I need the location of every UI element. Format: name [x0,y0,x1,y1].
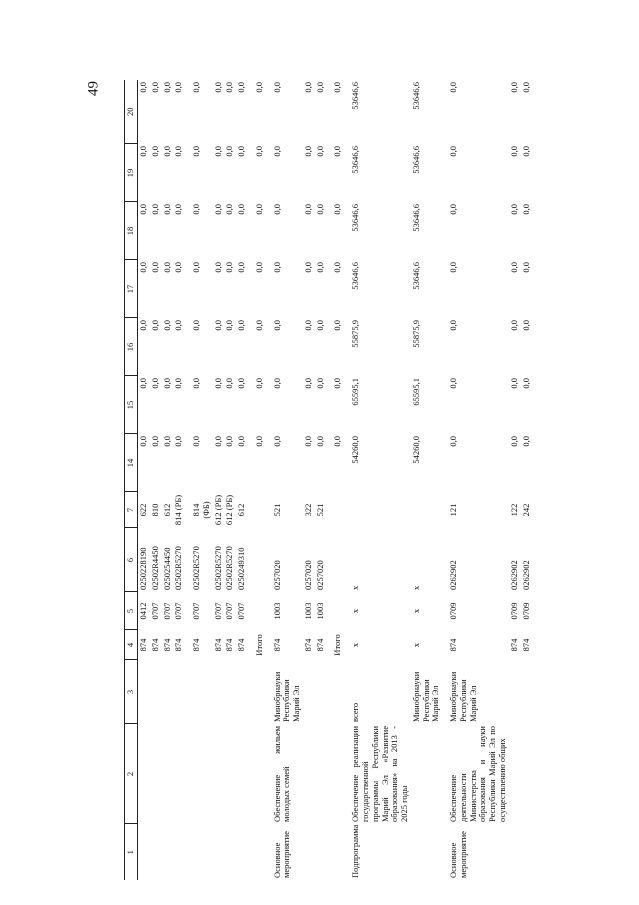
table-cell-c4: х [410,642,421,648]
table-cell-c18: 53646,6 [350,204,361,232]
table-cell-c16: 0,0 [224,320,235,331]
table-cell-c15: 0,0 [236,378,247,389]
col-header: 6 [125,528,138,592]
table-cell-c1 [138,824,150,880]
col-header: 4 [125,630,138,660]
table-cell-c1 [150,824,162,880]
table-row [521,80,533,880]
table-row [315,80,327,880]
table-cell-c1 [236,824,248,880]
table-row [236,80,248,880]
rotated-table-container [124,80,600,880]
col-header: 16 [125,318,138,376]
col-header: 3 [125,660,138,724]
table-cell-c4: 874 [212,638,223,652]
table-cell-c19: 0,0 [212,146,223,157]
table-cell-c4: 874 [138,638,148,652]
table-cell-c1: Основное мероприятие [271,831,292,878]
table-cell-c3 [236,660,248,724]
table-cell-c15: 0,0 [138,378,148,389]
table-cell-c4: 874 [271,638,282,652]
table-cell-c19: 0,0 [138,146,148,157]
table-cell-c6: 0250228190 [138,547,148,590]
table-cell-c14: 0,0 [224,436,235,447]
table-cell-c3 [332,660,344,724]
table-cell-c7 [350,492,411,528]
table-cell-c6: х [350,585,361,590]
table-cell-c18: 0,0 [271,204,282,215]
table-cell-c2 [411,724,442,824]
table-cell-c16: 0,0 [236,320,247,331]
table-cell-c19: 53646,6 [350,146,361,174]
table-row [162,80,174,880]
table-cell-c15: 0,0 [520,378,531,389]
table-cell-c19: 0,0 [149,146,160,157]
table-cell-c19: 0,0 [161,146,172,157]
table-cell-c1 [173,824,185,880]
table-cell-c7: 521 [314,503,325,517]
table-row [272,80,303,880]
table-cell-c20: 0,0 [212,82,223,93]
table-cell-c18: 0,0 [236,204,247,215]
table-cell-c3 [173,660,185,724]
budget-table [124,80,532,880]
table-cell-c14: 0,0 [271,436,282,447]
table-cell-c3 [224,660,236,724]
table-cell-c3 [150,660,162,724]
table-cell-c20: 0,0 [520,82,531,93]
table-cell-c5: 0709 [448,602,459,620]
table-cell-c16: 0,0 [448,320,459,331]
table-cell-c2 [303,724,315,824]
table-cell-c14: 0,0 [302,436,313,447]
table-cell-c4: 874 [173,638,184,652]
table-cell-c17: 0,0 [173,262,184,273]
table-cell-c14: 0,0 [253,436,264,447]
table-cell-c2: Обеспечение деятельности Министерства образования и науки Республики Марий Эл по осуществлению общих [448,726,507,822]
table-cell-c15: 0,0 [224,378,235,389]
table-cell-c6: 02502R5270 [212,546,223,590]
table-row [173,80,185,880]
table-cell-c4: 874 [520,638,531,652]
table-cell-c2 [521,724,533,824]
table-cell-c6: 0257020 [314,560,325,590]
table-cell-c5 [254,592,266,630]
table-cell-c18: 0,0 [448,204,459,215]
table-cell-c17: 0,0 [508,262,519,273]
table-cell-c17: 0,0 [138,262,148,273]
table-cell-c14: 0,0 [508,436,519,447]
table-cell-c17: 0,0 [191,262,202,273]
table-cell-c6: 02502R5270 [191,546,202,590]
table-cell-c14: 0,0 [173,436,184,447]
table-cell-c7: 612 (РБ) [212,494,223,526]
table-cell-c3 [315,660,327,724]
table-row [191,80,213,880]
table-cell-c4: 874 [149,638,160,652]
table-row [138,80,150,880]
table-cell-c7: 612 [161,503,172,517]
table-cell-c3 [254,660,266,724]
table-cell-c1 [213,824,225,880]
col-header: 2 [125,724,138,824]
col-header: 19 [125,144,138,202]
table-cell-c18: 0,0 [191,204,202,215]
table-cell-c20: 0,0 [138,82,148,93]
table-row [350,80,411,880]
table-cell-c6: 0257020 [271,560,282,590]
table-cell-c2 [191,724,213,824]
table-cell-c4: 874 [224,638,235,652]
table-cell-c1 [411,824,442,880]
table-cell-c20: 0,0 [236,82,247,93]
table-cell-c2: Обеспечение реализации государственной программы Республики Марий Эл «Развитие образования» на 2013 - 2025 годы [350,726,410,822]
table-cell-c14: 54260,0 [410,436,421,464]
table-cell-c4: 874 [302,638,313,652]
table-cell-c16: 0,0 [314,320,325,331]
table-cell-c5: 0412 [138,602,148,620]
table-cell-c20: 0,0 [173,82,184,93]
table-cell-c15: 0,0 [332,378,343,389]
table-cell-c2 [315,724,327,824]
table-cell-c18: 0,0 [314,204,325,215]
table-cell-c15: 0,0 [173,378,184,389]
table-cell-c6: 02502R5270 [173,546,184,590]
table-cell-c4: 874 [448,638,459,652]
table-cell-c19: 0,0 [271,146,282,157]
table-cell-c18: 0,0 [520,204,531,215]
table-cell-c19: 53646,6 [410,146,421,174]
table-cell-c7: 612 (РБ) [224,494,235,526]
table-cell-c19: 0,0 [236,146,247,157]
table-cell-c19: 0,0 [253,146,264,157]
table-row [224,80,236,880]
table-cell-c15: 0,0 [271,378,282,389]
table-cell-c17: 0,0 [332,262,343,273]
table-cell-c1 [509,824,521,880]
table-cell-c5: 0707 [191,602,202,620]
table-cell-c15: 0,0 [161,378,172,389]
table-cell-c16: 0,0 [212,320,223,331]
table-cell-c14: 0,0 [161,436,172,447]
table-cell-c5: 0707 [236,602,247,620]
table-cell-c7: 242 [520,503,531,517]
table-row [411,80,442,880]
table-cell-c5: х [350,608,361,614]
table-cell-c18: 0,0 [508,204,519,215]
table-cell-c16: 0,0 [173,320,184,331]
table-cell-c5: 1003 [271,602,282,620]
table-cell-c7: 521 [271,503,282,517]
table-row [509,80,521,880]
table-cell-c14: 0,0 [138,436,148,447]
table-cell-c7: 810 [149,503,160,517]
table-cell-c5: 0707 [161,602,172,620]
table-cell-c16: 0,0 [191,320,202,331]
table-cell-c19: 0,0 [508,146,519,157]
table-cell-c17: 53646,6 [410,262,421,290]
col-header: 17 [125,260,138,318]
table-cell-c19: 0,0 [191,146,202,157]
table-cell-c15: 0,0 [149,378,160,389]
table-cell-c4: 874 [161,638,172,652]
table-cell-c6: х [410,585,421,590]
col-header: 14 [125,434,138,492]
table-cell-c17: 0,0 [149,262,160,273]
table-cell-c18: 0,0 [212,204,223,215]
table-cell-c14: 0,0 [448,436,459,447]
table-cell-c5: 0709 [508,602,519,620]
table-cell-c2: Обеспечение жильем молодых семей [271,726,292,822]
table-cell-c6: 02502R5270 [224,546,235,590]
table-cell-c17: 0,0 [520,262,531,273]
table-cell-c15: 0,0 [448,378,459,389]
table-cell-c16: 0,0 [271,320,282,331]
table-cell-c15: 0,0 [212,378,223,389]
table-cell-c4: 874 [508,638,519,652]
table-cell-c20: 0,0 [302,82,313,93]
table-cell-c16: 0,0 [138,320,148,331]
table-cell-c2 [138,724,150,824]
table-cell-c7: 121 [448,503,459,517]
table-cell-c16: 0,0 [508,320,519,331]
table-cell-c19: 0,0 [332,146,343,157]
table-cell-c18: 0,0 [224,204,235,215]
table-cell-c20: 53646,6 [410,82,421,110]
table-cell-c6: 0257020 [302,560,313,590]
table-cell-c7: 612 [236,503,247,517]
table-cell-c2 [173,724,185,824]
table-cell-c17: 0,0 [236,262,247,273]
table-cell-c1 [332,824,344,880]
table-cell-c18: 0,0 [161,204,172,215]
table-cell-c1 [254,824,266,880]
table-cell-c7: 622 [138,503,148,517]
table-cell-c16: 0,0 [520,320,531,331]
table-cell-c14: 54260,0 [350,436,361,464]
table-cell-c3 [213,660,225,724]
table-cell-c16: 0,0 [253,320,264,331]
table-cell-c1: Подпрограмма [350,824,361,878]
table-cell-c17: 0,0 [253,262,264,273]
table-cell-c5: 0707 [149,602,160,620]
table-cell-c7: 122 [508,503,519,517]
table-cell-c17: 53646,6 [350,262,361,290]
table-cell-c4: Итого [253,634,264,656]
table-cell-c4: х [350,642,361,648]
table-cell-c20: 0,0 [314,82,325,93]
table-cell-c20: 0,0 [253,82,264,93]
table-cell-c3 [191,660,213,724]
table-cell-c15: 0,0 [191,378,202,389]
table-cell-c2 [224,724,236,824]
table-cell-c5: 0707 [173,602,184,620]
table-cell-c18: 0,0 [138,204,148,215]
table-cell-c20: 0,0 [191,82,202,93]
table-cell-c6: 0250254450 [161,547,172,590]
table-cell-c20: 0,0 [271,82,282,93]
col-header: 5 [125,592,138,630]
table-row [303,80,315,880]
table-cell-c3 [521,660,533,724]
table-cell-c20: 0,0 [508,82,519,93]
table-cell-c2 [236,724,248,824]
table-cell-c4: 874 [191,638,202,652]
col-header: 18 [125,202,138,260]
table-cell-c1 [303,824,315,880]
table-cell-c2 [213,724,225,824]
table-cell-c19: 0,0 [520,146,531,157]
table-row [448,80,509,880]
table-cell-c5: 0707 [212,602,223,620]
table-cell-c6 [332,528,344,592]
table-cell-c18: 0,0 [332,204,343,215]
table-cell-c3 [138,660,150,724]
col-header: 20 [125,80,138,144]
table-cell-c2 [150,724,162,824]
table-cell-c2 [162,724,174,824]
table-cell-c5: х [410,608,421,614]
table-cell-c5: 1003 [314,602,325,620]
table-row [254,80,266,880]
table-cell-c19: 0,0 [224,146,235,157]
table-cell-c2 [254,724,266,824]
table-cell-c16: 0,0 [332,320,343,331]
table-cell-c16: 55875,9 [350,320,361,348]
table-cell-c1 [224,824,236,880]
table-cell-c5: 1003 [302,602,313,620]
table-cell-c3: всего [350,702,361,722]
table-cell-c2 [332,724,344,824]
table-cell-c19: 0,0 [173,146,184,157]
table-cell-c19: 0,0 [314,146,325,157]
col-header: 7 [125,492,138,528]
table-cell-c18: 0,0 [302,204,313,215]
table-cell-c18: 0,0 [173,204,184,215]
table-cell-c18: 0,0 [253,204,264,215]
table-cell-c3: Минобрнауки Республики Марий Эл [271,671,302,722]
table-row [332,80,344,880]
table-cell-c14: 0,0 [191,436,202,447]
table-cell-c1 [521,824,533,880]
table-cell-c14: 0,0 [236,436,247,447]
table-cell-c14: 0,0 [520,436,531,447]
table-cell-c3 [303,660,315,724]
table-cell-c14: 0,0 [332,436,343,447]
table-cell-c6: 0262902 [520,560,531,590]
table-cell-c16: 0,0 [302,320,313,331]
table-cell-c17: 0,0 [224,262,235,273]
table-cell-c1 [162,824,174,880]
table-cell-c14: 0,0 [149,436,160,447]
table-cell-c17: 0,0 [271,262,282,273]
table-cell-c3: Минобрнауки Республики Марий Эл [410,671,441,722]
table-cell-c15: 65595,1 [410,378,421,406]
table-cell-c6 [254,528,266,592]
table-cell-c20: 0,0 [224,82,235,93]
table-cell-c3: Минобрнауки Республики Марий Эл [448,671,478,722]
table-cell-c5 [332,592,344,630]
table-cell-c20: 53646,6 [350,82,361,110]
table-cell-c6: 02502R4450 [149,546,160,590]
table-cell-c17: 0,0 [448,262,459,273]
table-cell-c7: 814 (ФБ) [191,501,211,519]
col-header: 15 [125,376,138,434]
table-row [150,80,162,880]
table-cell-c7: 814 (РБ) [173,494,184,526]
table-cell-c17: 0,0 [212,262,223,273]
table-cell-c5: 0707 [224,602,235,620]
table-cell-c5: 0709 [520,602,531,620]
table-cell-c6: 0250249310 [236,547,247,590]
table-cell-c19: 0,0 [302,146,313,157]
table-cell-c16: 0,0 [161,320,172,331]
table-cell-c1 [315,824,327,880]
table-cell-c7 [332,492,344,528]
table-cell-c7: 322 [302,503,313,517]
page-number: 49 [85,81,102,96]
header-row [125,80,138,880]
table-cell-c4: Итого [332,634,343,656]
table-body [138,80,533,880]
table-row [213,80,225,880]
table-cell-c19: 0,0 [448,146,459,157]
table-cell-c7 [411,492,442,528]
table-cell-c15: 0,0 [302,378,313,389]
table-cell-c14: 0,0 [314,436,325,447]
table-cell-c15: 0,0 [253,378,264,389]
table-cell-c17: 0,0 [314,262,325,273]
table-cell-c6: 0262902 [508,560,519,590]
table-cell-c17: 0,0 [302,262,313,273]
table-cell-c16: 55875,9 [410,320,421,348]
table-cell-c15: 0,0 [314,378,325,389]
table-cell-c18: 0,0 [149,204,160,215]
table-cell-c15: 0,0 [508,378,519,389]
table-cell-c4: 874 [314,638,325,652]
table-cell-c6: 0262902 [448,560,459,590]
table-cell-c3 [162,660,174,724]
table-cell-c20: 0,0 [332,82,343,93]
table-cell-c20: 0,0 [149,82,160,93]
table-cell-c16: 0,0 [149,320,160,331]
table-cell-c18: 53646,6 [410,204,421,232]
table-cell-c20: 0,0 [448,82,459,93]
table-cell-c1: Основное мероприятие [448,831,468,878]
table-cell-c7 [254,492,266,528]
table-cell-c17: 0,0 [161,262,172,273]
col-header: 1 [125,824,138,880]
table-cell-c15: 65595,1 [350,378,361,406]
table-cell-c2 [509,724,521,824]
table-cell-c3 [509,660,521,724]
table-cell-c1 [191,824,213,880]
table-cell-c14: 0,0 [212,436,223,447]
table-cell-c4: 874 [236,638,247,652]
table-cell-c20: 0,0 [161,82,172,93]
